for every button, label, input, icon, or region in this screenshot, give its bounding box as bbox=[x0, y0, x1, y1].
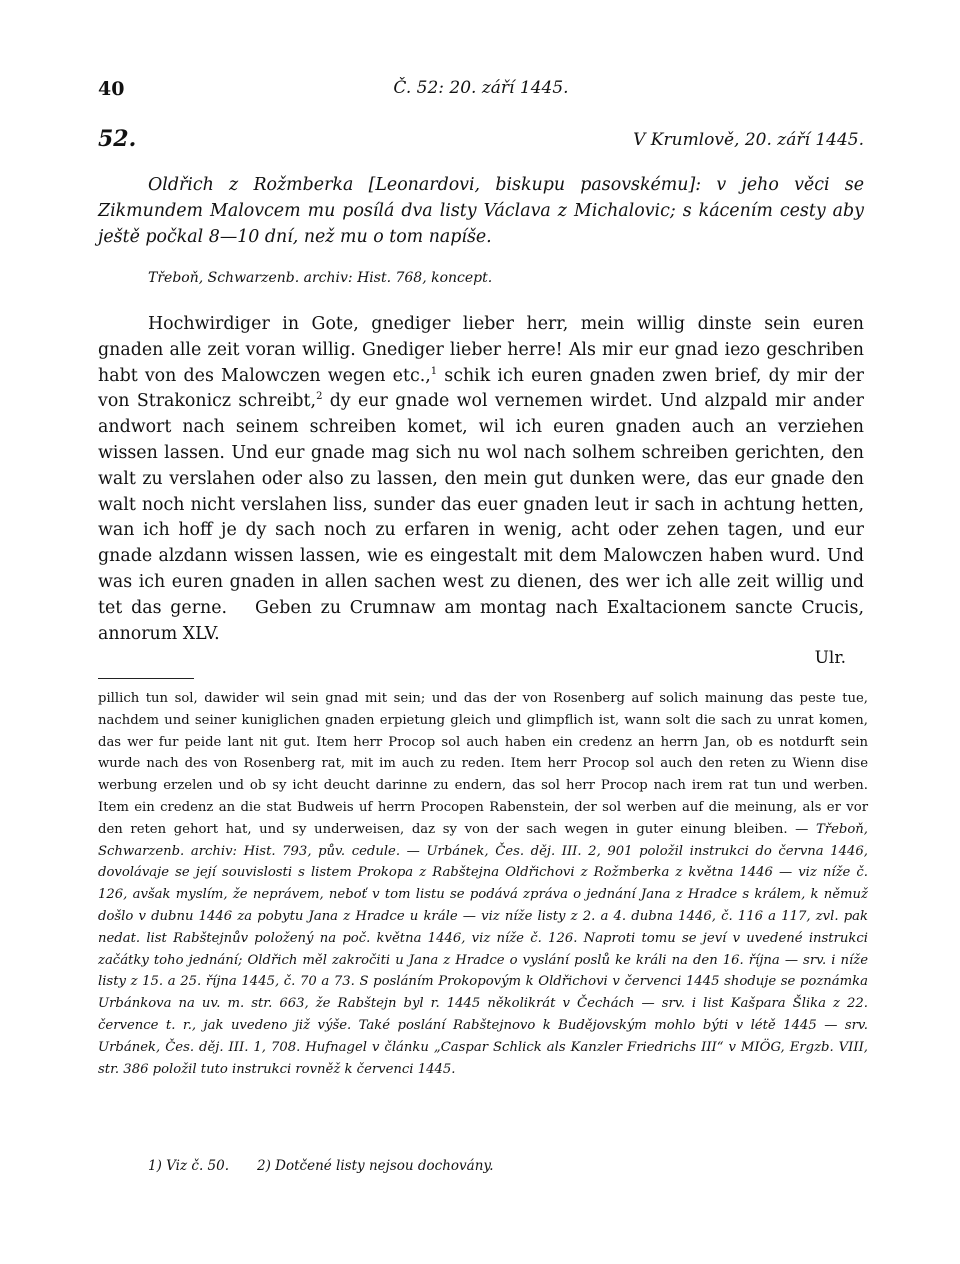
signature: Ulr. bbox=[814, 648, 846, 668]
footnote-commentary: Třeboň, Schwarzenb. archiv: Hist. 793, pův. cedule. — Urbánek, Čes. děj. III. 2, 901 položil instrukci do června 1446, dovolávaje se její souvislosti s listem Prokopa z Rabštejna Oldřichovi z Rožmberka z května 1446 — viz níže č. 126, avšak myslím, že neprávem, neboť v tom listu se podává zpráva o jednání Jana z Hradce s králem, k němuž došlo v dubnu 1446 za pobytu Jana z Hradce u krále — viz níže listy z 2. a 4. dubna 1446, č. 116 a 117, zvl. pak nedat. list Rabštejnův položený na poč. května 1446, viz níže č. 126. Naproti tomu se jeví v uvedené instrukci začátky toho jednání; Oldřich měl zakročiti u Jana z Hradce o vyslání poslů ke králi na den 16. října — srv. i níže listy z 15. a 25. října 1445, č. 70 a 73. S posláním Prokopovým k Oldřichovi v červenci 1445 shoduje se poznámka Urbánkova na uv. m. str. 663, že Rabštejn byl r. 1445 několikrát v Čechách — srv. i list Kašpara Šlika z 22. července t. r., jak uvedeno již výše. Také poslání Rabštejnovo k Budějovským mohlo býti v létě 1445 — srv. Urbánek, Čes. děj. III. 1, 708. Hufnagel v článku „Caspar Schlick als Kanzler Friedrichs III“ v MIÖG, Ergzb. VIII, str. 386 položil tuto instrukci rovněž k červenci 1445. bbox=[98, 821, 868, 1077]
note-2: 2) Dotčené listy nejsou dochovány. bbox=[257, 1158, 494, 1174]
note-1: 1) Viz č. 50. bbox=[148, 1158, 229, 1174]
footnote-german-text: pillich tun sol, dawider wil sein gnad mit sein; und das der von Rosenberg auf solich mainung das peste tue, nachdem und seiner kuniglichen gnaden erpietung gleich und glimpflich ist, wann solt die sach zu unrat komen, das wer fur peide lant nit gut. Item herr Procop sol auch haben ein credenz an herrn Jan, ob es notdurft sein wurde nach des von Rosenberg rat, mit im auch zu reden. Item herr Procop sol auch den reten zu Wienn dise werbung erzelen und ob sy icht deucht darinne zu endern, das sol herr Procop nach irem rat tun und werben. Item ein credenz an die stat Budweis uf herrn Procopen Rabenstein, der sol werben auf die meinung, als er vor den reten gehort hat, und sy underweisen, daz sy von der sach wegen in guter einung bleiben. — bbox=[98, 691, 868, 837]
letter-body bbox=[98, 312, 864, 647]
archival-source: Třeboň, Schwarzenb. archiv: Hist. 768, koncept. bbox=[148, 270, 493, 286]
footnote-continuation bbox=[98, 688, 868, 1080]
page-number: 40 bbox=[98, 78, 125, 100]
regest-summary: Oldřich z Rožmberka [Leonardovi, biskupu pasovskému]: v jeho věci se Zikmundem Malovcem mu posílá dva listy Václava z Michalovic; s kácením cesty aby ještě počkal 8—10 dní, než mu o tom napíše. bbox=[98, 175, 864, 247]
dating-clause: Geben zu Crumnaw am montag nach Exaltacionem sancte Crucis, annorum XLV. bbox=[98, 597, 864, 644]
footnote-divider bbox=[98, 678, 194, 679]
letter-text-part-1: Hochwirdiger in Gote, gnediger lieber herr, mein willig dinste sein euren gnaden alle zeit voran willig. Gnediger lieber herre! Als mir eur gnad iezo geschriben habt von des Malowczen wegen etc., bbox=[98, 314, 864, 386]
place-date: V Krumlově, 20. září 1445. bbox=[633, 130, 864, 150]
letter-text-part-3: dy eur gnade wol vernemen wirdet. Und alzpald mir ander andwort nach seinem schreiben komet, wil ich euren gnaden auch an verziehen wissen lassen. Und eur gnade mag sich nu wol nach solhem schreiben gerichten, den walt zu verslahen oder also zu lassen, den mein gut dunken were, das eur gnade den walt noch nicht verslahen liss, sunder das euer gnaden leut ir sach in achtung hetten, wan ich hoff je dy sach noch zu erfaren in wenig, acht oder zehen tagen, und eur gnade alzdann wissen lassen, wie es eingestalt mit dem Malowczen haben wurd. Und was ich euren gnaden in allen sachen west zu dienen, des wer ich alle zeit willig und tet das gerne. bbox=[98, 391, 864, 618]
footnote-ref-1[interactable]: 1 bbox=[430, 365, 438, 377]
numbered-notes bbox=[148, 1158, 522, 1174]
footnote-ref-2[interactable]: 2 bbox=[316, 391, 323, 403]
page-header bbox=[98, 78, 864, 102]
document-heading bbox=[98, 126, 864, 156]
document-number: 52. bbox=[98, 126, 137, 152]
letter-text-part-2: schik ich euren gnaden zwen brief, dy mir der von Strakonicz schreibt, bbox=[98, 365, 864, 412]
running-title: Č. 52: 20. září 1445. bbox=[393, 78, 569, 98]
